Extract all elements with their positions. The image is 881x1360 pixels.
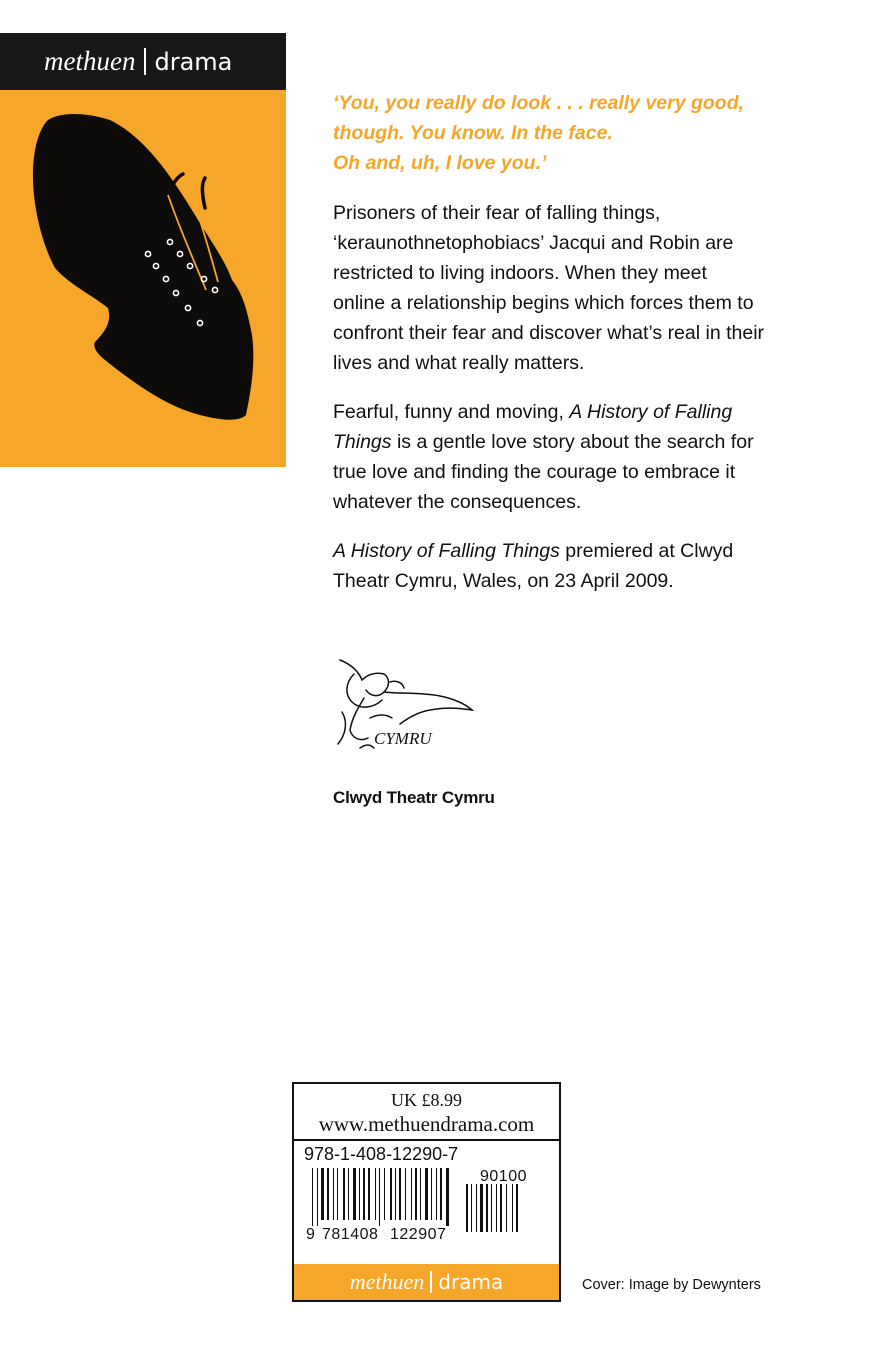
barcode-addon-bar [466, 1184, 468, 1232]
barcode-bar [395, 1168, 396, 1220]
logo-divider [430, 1271, 432, 1293]
barcode-bar [348, 1168, 349, 1220]
cover-artwork [0, 90, 286, 467]
theatre-logo-text: CYMRU [374, 729, 432, 748]
barcode-addon-bar [500, 1184, 502, 1232]
blurb-line: online a relationship begins which forces them to [333, 292, 754, 314]
barcode-addon-bar [491, 1184, 492, 1232]
price-barcode-box [292, 1082, 561, 1302]
publisher-name-italic: methuen [44, 46, 136, 76]
barcode-bar [375, 1168, 376, 1220]
blurb-text: is a gentle love story about the search for [391, 431, 754, 453]
barcode-first-digit: 9 [306, 1226, 316, 1243]
publisher-name-plain: drama [154, 47, 233, 76]
blurb-text: Fearful, funny and moving, [333, 401, 570, 423]
barcode-bar [343, 1168, 345, 1220]
barcode-bar [379, 1168, 380, 1226]
barcode-bar [431, 1168, 432, 1220]
barcode-bar [368, 1168, 370, 1220]
barcode-addon-bar [512, 1184, 513, 1232]
barcode-bar [317, 1168, 318, 1226]
barcode-bar [436, 1168, 437, 1220]
publisher-url: www.methuendrama.com [318, 1112, 535, 1136]
price-header [294, 1084, 559, 1141]
publisher-name-plain: drama [438, 1270, 504, 1294]
blurb-paragraph-2 [333, 397, 853, 517]
barcode-addon-bar [486, 1184, 488, 1232]
publisher-name-italic: methuen [349, 1269, 425, 1294]
publisher-logo [0, 33, 286, 90]
pull-quote [333, 88, 853, 178]
barcode-addon-bar [471, 1184, 472, 1232]
theatre-logo [330, 652, 480, 762]
blurb-line: lives and what really matters. [333, 352, 585, 374]
dragon-logo-icon [330, 652, 480, 762]
logo-divider [144, 48, 146, 75]
barcode-bar [446, 1168, 449, 1226]
barcode-addon-bar [516, 1184, 518, 1232]
blurb-paragraph-3 [333, 536, 853, 596]
blurb-line [333, 427, 853, 457]
quote-line: though. You know. In the face. [333, 122, 613, 144]
barcode-addon-bar [506, 1184, 507, 1232]
blurb-line: restricted to living indoors. When they meet [333, 262, 707, 284]
publisher-logo-small [294, 1264, 559, 1300]
barcode-addon-bar [480, 1184, 483, 1232]
barcode-addon-bar [496, 1184, 497, 1232]
barcode-bar [353, 1168, 356, 1220]
barcode-bar [363, 1168, 365, 1220]
barcode-bar [384, 1168, 385, 1220]
barcode-bar [415, 1168, 417, 1220]
blurb-paragraph-1 [333, 198, 853, 378]
blurb-line: Prisoners of their fear of falling things, [333, 202, 661, 224]
barcode-addon-number: 90100 [480, 1168, 527, 1185]
play-title: A History of Falling [569, 401, 733, 423]
barcode-bar [337, 1168, 338, 1220]
price-label: UK £8.99 [391, 1090, 462, 1110]
barcode-right-digits: 122907 [390, 1226, 447, 1243]
theatre-name: Clwyd Theatr Cymru [333, 788, 495, 807]
barcode-bar [420, 1168, 421, 1220]
barcode-bar [390, 1168, 392, 1220]
barcode-bar [405, 1168, 406, 1220]
isbn-number: 978-1-408-12290-7 [304, 1144, 459, 1164]
barcode-bar [321, 1168, 324, 1220]
blurb-line: whatever the consequences. [333, 491, 582, 513]
cover-credit: Cover: Image by Dewynters [582, 1277, 761, 1293]
play-title: Things [333, 431, 392, 453]
blurb-line [333, 397, 853, 427]
quote-line: ‘You, you really do look . . . really very good, [333, 92, 745, 114]
shoe-silhouette-icon [0, 90, 286, 467]
play-title: A History of Falling Things [333, 540, 560, 562]
barcode-bar [399, 1168, 401, 1220]
barcode-left-digits: 781408 [322, 1226, 379, 1243]
barcode-bar [359, 1168, 360, 1220]
barcode-bar [312, 1168, 313, 1226]
barcode-bar [327, 1168, 329, 1220]
blurb-line: Theatr Cymru, Wales, on 23 April 2009. [333, 570, 674, 592]
blurb-line: true love and finding the courage to embrace it [333, 461, 736, 483]
barcode-bar [333, 1168, 334, 1220]
barcode-bar [425, 1168, 428, 1220]
blurb-text: premiered at Clwyd [559, 540, 734, 562]
barcode-addon-bar [476, 1184, 477, 1232]
blurb-line: confront their fear and discover what’s real in their [333, 322, 765, 344]
blurb-line [333, 536, 853, 566]
quote-line: Oh and, uh, I love you.’ [333, 152, 547, 174]
blurb-line: ‘keraunothnetophobiacs’ Jacqui and Robin are [333, 232, 734, 254]
barcode-bar [411, 1168, 412, 1220]
barcode-bar [440, 1168, 442, 1220]
